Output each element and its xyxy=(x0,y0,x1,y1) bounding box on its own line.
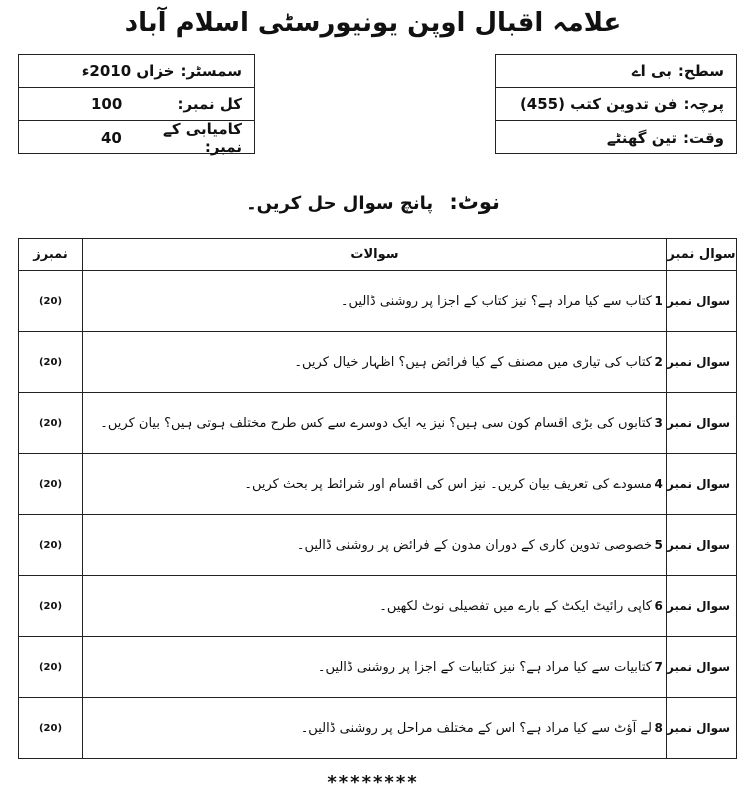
semester-row xyxy=(19,55,254,88)
time-value: تین گھنٹے xyxy=(606,128,677,147)
question-text: کتابیات سے کیا مراد ہے؟ نیز کتابیات کے اجزا پر روشنی ڈالیں۔ xyxy=(83,637,667,698)
question-text: خصوصی تدوین کاری کے دوران مدون کے فرائض پر روشنی ڈالیں۔ xyxy=(83,515,667,576)
table-row xyxy=(19,515,737,576)
level-row xyxy=(496,55,736,88)
total-marks-label: کل نمبر: xyxy=(177,95,242,113)
paper-label: پرچہ: xyxy=(683,95,724,113)
note-text: پانچ سوال حل کریں۔ xyxy=(246,193,434,214)
exam-info-box-right xyxy=(495,54,737,154)
pass-marks-value: 40 xyxy=(101,128,122,147)
end-of-paper-stars: ******** xyxy=(327,772,419,793)
table-row xyxy=(19,698,737,759)
question-number: سوال نمبر 8 xyxy=(667,698,737,759)
total-marks-row xyxy=(19,88,254,121)
question-marks: (20) xyxy=(19,515,83,576)
total-marks-value: 100 xyxy=(91,95,123,113)
table-row xyxy=(19,393,737,454)
pass-marks-row xyxy=(19,121,254,154)
time-label: وقت: xyxy=(682,128,724,147)
question-marks: (20) xyxy=(19,454,83,515)
question-text: لے آؤٹ سے کیا مراد ہے؟ اس کے مختلف مراحل پر روشنی ڈالیں۔ xyxy=(83,698,667,759)
time-row xyxy=(496,121,736,154)
header-marks: نمبرز xyxy=(19,239,83,271)
question-number: سوال نمبر 2 xyxy=(667,332,737,393)
question-number: سوال نمبر 4 xyxy=(667,454,737,515)
question-number: سوال نمبر 5 xyxy=(667,515,737,576)
table-header-row xyxy=(19,239,737,271)
paper-row xyxy=(496,88,736,121)
table-row xyxy=(19,637,737,698)
question-number: سوال نمبر 6 xyxy=(667,576,737,637)
university-title: علامہ اقبال اوپن یونیورسٹی اسلام آباد xyxy=(124,8,622,38)
semester-value: خزاں 2010ء xyxy=(81,62,175,80)
question-number: سوال نمبر 7 xyxy=(667,637,737,698)
exam-info-box-left xyxy=(18,54,255,154)
question-marks: (20) xyxy=(19,576,83,637)
question-marks: (20) xyxy=(19,332,83,393)
question-number: سوال نمبر 1 xyxy=(667,271,737,332)
level-value: بی اے xyxy=(631,62,672,80)
table-row xyxy=(19,271,737,332)
note-label: نوٹ: xyxy=(449,190,500,214)
level-label: سطح: xyxy=(677,62,724,80)
pass-marks-label: کامیابی کے نمبر: xyxy=(163,119,242,156)
question-text: کتاب سے کیا مراد ہے؟ نیز کتاب کے اجزا پر روشنی ڈالیں۔ xyxy=(83,271,667,332)
question-text: کاپی رائیٹ ایکٹ کے بارے میں تفصیلی نوٹ لکھیں۔ xyxy=(83,576,667,637)
table-row xyxy=(19,332,737,393)
question-number: سوال نمبر 3 xyxy=(667,393,737,454)
question-text: کتاب کی تیاری میں مصنف کے کیا فرائض ہیں؟ اظہار خیال کریں۔ xyxy=(83,332,667,393)
header-questions: سوالات xyxy=(83,239,667,271)
header-question-no: سوال نمبر xyxy=(667,239,737,271)
semester-label: سمسٹر: xyxy=(180,62,242,80)
table-row xyxy=(19,576,737,637)
question-marks: (20) xyxy=(19,393,83,454)
question-marks: (20) xyxy=(19,271,83,332)
question-marks: (20) xyxy=(19,698,83,759)
question-text: مسودے کی تعریف بیان کریں۔ نیز اس کی اقسام اور شرائط پر بحث کریں۔ xyxy=(83,454,667,515)
instruction-note xyxy=(0,190,746,214)
table-row xyxy=(19,454,737,515)
question-text: کتابوں کی بڑی اقسام کون سی ہیں؟ نیز یہ ایک دوسرے سے کس طرح مختلف ہوتی ہیں؟ بیان کریں۔ xyxy=(83,393,667,454)
questions-table xyxy=(18,238,737,759)
paper-value: فن تدوین کتب (455) xyxy=(519,95,678,113)
question-marks: (20) xyxy=(19,637,83,698)
